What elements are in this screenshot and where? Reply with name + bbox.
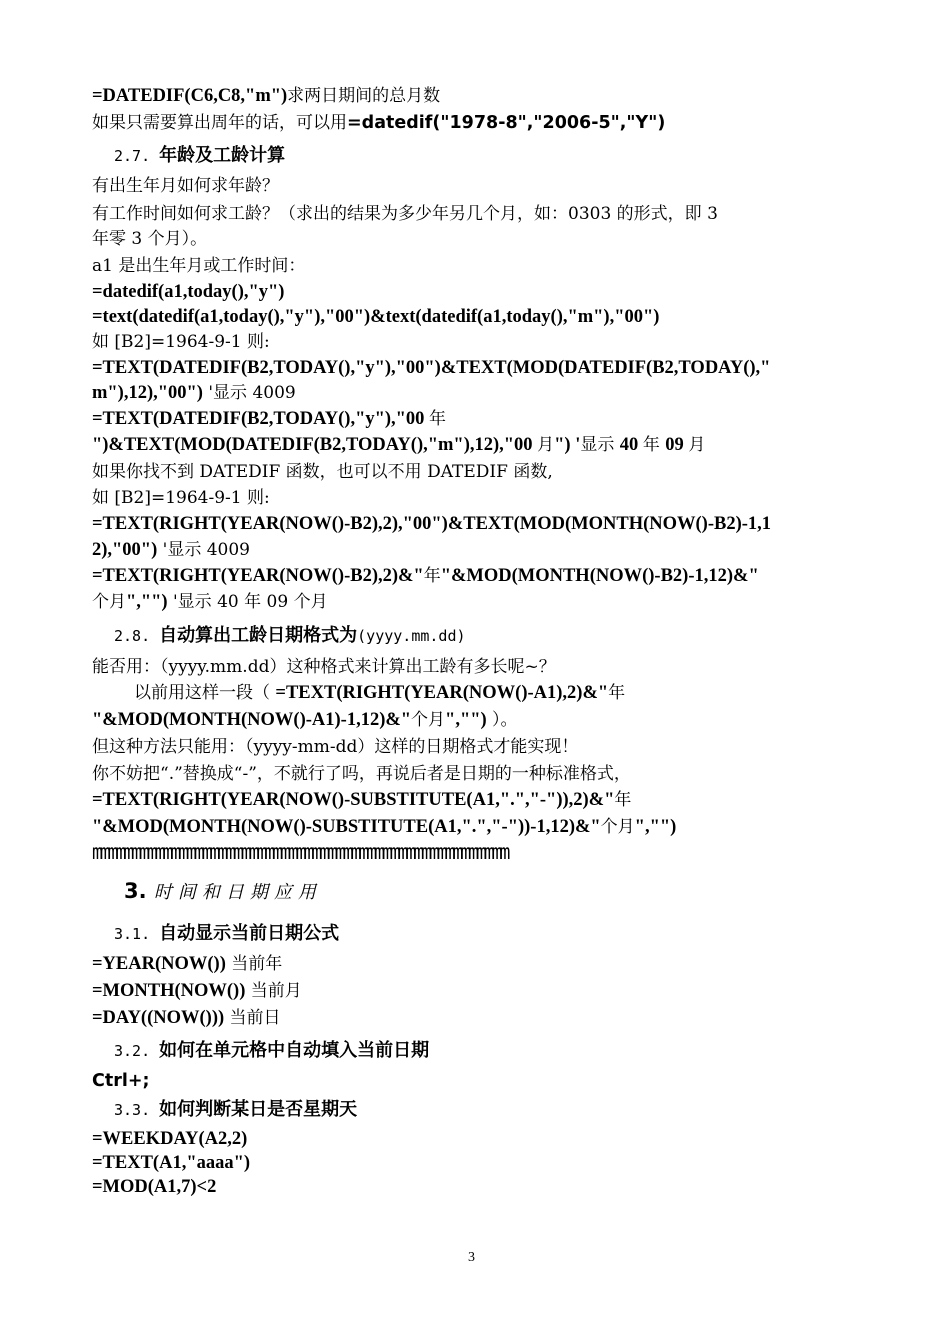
text-run: a1 是出生年月或工作时间： [92,256,306,276]
formula-line [92,952,282,976]
text-run: =TEXT(DATEDIF(B2,TODAY(),"y"),"00 [92,409,430,429]
text-run: 自动算出工龄日期格式为 [159,625,358,646]
text-run: 如何判断某日是否星期天 [159,1099,358,1120]
text-run: 月 [537,435,555,455]
text-run: 如果只需要算出周年的话，可以用 [92,113,347,133]
text-run: 09 [665,435,689,455]
text-run: =TEXT(RIGHT(YEAR(NOW()-B2),2)&" [92,566,424,586]
formula-line [92,538,250,562]
section-heading [114,1039,429,1063]
section-heading [114,922,339,946]
chapter-heading [124,878,322,904]
text-run: 40 [619,435,643,455]
text-run: ","") [126,592,168,612]
separator-line: mmmmmmmmmmmmmmmmmmmmmmmmmmmmmmmmmmmmmmmmmmmmmmmmmmmmm [92,839,508,866]
text-line [92,227,207,251]
formula-line [92,280,284,304]
text-line [92,202,718,226]
text-run: 个月 [92,592,126,612]
text-run: ）。 [486,710,518,730]
text-run: 年龄及工龄计算 [159,145,286,166]
text-run: 以前用这样一段（ [134,683,276,703]
text-run: '显示 4009 [202,383,296,403]
formula-line [92,407,446,431]
text-line [92,254,305,278]
text-run: "&MOD(MONTH(NOW()-B2)-1,12)&" [440,566,759,586]
text-run: =TEXT(RIGHT(YEAR(NOW()-B2),2),"00")&TEXT(MOD(MONTH(NOW()-B2)-1,1 [92,514,772,534]
text-run: 年 [429,409,447,429]
text-run: ")&TEXT(MOD(DATEDIF(B2,TODAY(),"m"),12),"00 [92,435,538,455]
text-run: 求两日期间的总月数 [287,86,441,106]
text-run: 自动显示当前日期公式 [159,923,340,944]
text-run: 年 [608,683,626,703]
text-run: '显示 40 年 09 个月 [167,592,328,612]
page-number: 3 [468,1250,475,1265]
text-run: 有出生年月如何求年龄？ [92,176,279,196]
formula-line [92,356,770,380]
formula-line [92,979,302,1003]
text-run: =TEXT(RIGHT(YEAR(NOW()-SUBSTITUTE(A1,".","-")),2)&" [92,790,615,810]
text-run: 当前月 [245,981,302,1001]
text-run: =datedif("1978-8","2006-5","Y") [347,113,666,133]
formula-line [134,681,625,705]
text-run: 2.7. [114,147,160,165]
formula-line [92,1175,216,1199]
text-run: 年 [642,435,666,455]
text-run: 你不妨把“.”替换成“-”，不就行了吗，再说后者是日期的一种标准格式， [92,764,631,784]
text-run: 如 [B2]=1964-9-1 则: [92,488,270,508]
text-run: =YEAR(NOW()) [92,954,226,974]
text-run: 2),"00") [92,540,158,560]
text-run: 3.2. [114,1042,160,1060]
formula-line [92,590,328,614]
text-line [92,84,440,108]
text-run: =TEXT(A1,"aaaa") [92,1153,251,1173]
text-run: 个月 [600,817,635,837]
text-line [92,460,553,484]
text-run: 如果你找不到 DATEDIF 函数，也可以不用 DATEDIF 函数, [92,462,553,482]
shortcut-line [92,1069,150,1093]
section-heading [114,1098,357,1122]
text-run: 月 [688,435,706,455]
formula-line [92,305,659,329]
text-line [92,111,665,135]
text-run: 当前年 [225,954,283,974]
chapter-number: 3. [124,879,154,903]
text-run: Ctrl+; [92,1071,150,1091]
text-run: =TEXT(RIGHT(YEAR(NOW()-A1),2)&" [275,683,609,703]
text-run: ","") [634,817,677,837]
text-line [92,174,279,198]
text-run: ") ' [554,435,581,455]
formula-line [92,1006,281,1030]
text-run: 3.1. [114,925,160,943]
formula-line [92,1127,247,1151]
text-run: (yyyy.mm.dd) [357,627,466,645]
text-run: 2.8. [114,627,160,645]
formula-line [92,815,676,839]
text-run: 有工作时间如何求工龄？（求出的结果为多少年另几个月，如：0303 的形式，即 3 [92,204,718,224]
text-run: =MOD(A1,7)<2 [92,1177,217,1197]
formula-line [92,433,705,457]
text-run: "&MOD(MONTH(NOW()-A1)-1,12)&" [92,710,412,730]
chapter-title: 时间和日期应用 [153,882,322,903]
text-run: =DATEDIF(C6,C8,"m") [92,86,288,106]
section-heading [114,144,285,168]
text-run: 年零 3 个月）。 [92,229,208,249]
text-line [92,486,270,510]
formula-line [92,381,296,405]
formula-line [92,1151,250,1175]
text-run: =text(datedif(a1,today(),"y"),"00")&text(datedif(a1,today(),"m"),"00") [92,307,660,327]
text-run: =WEEKDAY(A2,2) [92,1129,248,1149]
text-run: 显示 [580,435,620,455]
formula-line [92,512,771,536]
text-run: "&MOD(MONTH(NOW()-SUBSTITUTE(A1,".","-"))-1,12)&" [92,817,601,837]
text-run: =MONTH(NOW()) [92,981,246,1001]
text-line [92,655,556,679]
text-run: 年 [423,566,441,586]
text-run: 如 [B2]=1964-9-1 则: [92,332,270,352]
section-heading [114,624,466,648]
text-run: 个月 [411,710,446,730]
text-run: =TEXT(DATEDIF(B2,TODAY(),"y"),"00")&TEXT(MOD(DATEDIF(B2,TODAY()," [92,358,771,378]
text-run: =DAY((NOW())) [92,1008,225,1028]
text-run: 但这种方法只能用：（yyyy-mm-dd）这样的日期格式才能实现！ [92,737,579,757]
formula-line [92,788,631,812]
formula-line [92,708,518,732]
text-run: 年 [614,790,632,810]
text-run: 当前日 [224,1008,281,1028]
text-line [92,735,578,759]
formula-line [92,564,759,588]
text-run: ","") [445,710,487,730]
text-line [92,330,270,354]
text-run: 3.3. [114,1101,160,1119]
text-run: 能否用：（yyyy.mm.dd）这种格式来计算出工龄有多长呢~？ [92,657,556,677]
text-run: 如何在单元格中自动填入当前日期 [159,1040,430,1061]
text-run: '显示 4009 [157,540,250,560]
text-line [92,762,631,786]
text-run: =datedif(a1,today(),"y") [92,282,285,302]
text-run: m"),12),"00") [92,383,203,403]
